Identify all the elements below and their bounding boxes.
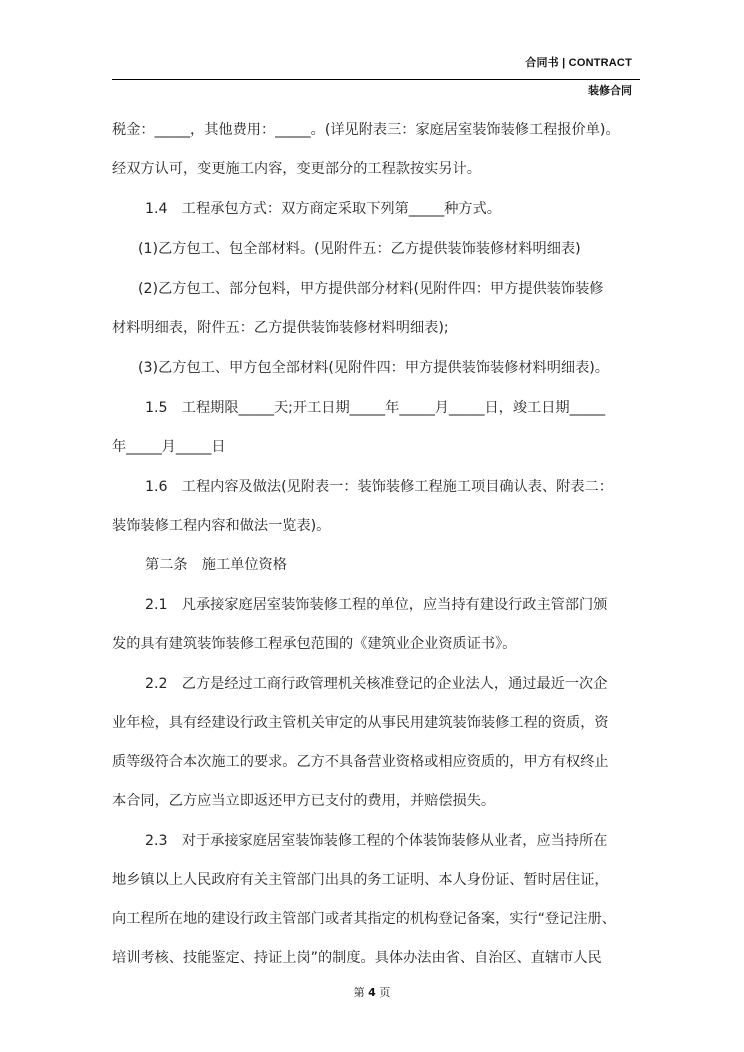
- option-2: (2)乙方包工、部分包料，甲方提供部分材料(见附件四：甲方提供装饰装修: [138, 281, 604, 297]
- page-footer: [0, 984, 744, 1000]
- document-body: [112, 119, 642, 969]
- clause-2-1: 2.1 凡承接家庭居室装饰装修工程的单位，应当持有建设行政主管部门颁: [145, 597, 608, 613]
- page-label-prefix: 第: [353, 986, 365, 999]
- paragraph-line: 业年检，具有经建设行政主管机关审定的从事民用建筑装饰装修工程的资质，资: [112, 715, 609, 731]
- page-number: 4: [368, 986, 376, 999]
- header-divider: [112, 79, 640, 80]
- paragraph-line: 培训考核、技能鉴定、持证上岗”的制度。具体办法由省、自治区、直辖市人民: [112, 950, 602, 966]
- article-2-heading: 第二条 施工单位资格: [145, 557, 287, 573]
- paragraph-line: 向工程所在地的建设行政主管部门或者其指定的机构登记备案，实行“登记注册、: [112, 911, 616, 927]
- header-brand: 合同书 | CONTRACT: [525, 57, 632, 69]
- clause-2-2: 2.2 乙方是经过工商行政管理机关核准登记的企业法人，通过最近一次企: [145, 676, 608, 692]
- clause-1-4: 1.4 工程承包方式：双方商定采取下列第_____种方式。: [145, 201, 501, 217]
- paragraph-line: 材料明细表，附件五：乙方提供装饰装修材料明细表);: [112, 320, 449, 336]
- paragraph-line: 地乡镇以上人民政府有关主管部门出具的务工证明、本人身份证、暂时居住证，: [112, 872, 609, 888]
- paragraph-line: 装饰装修工程内容和做法一览表)。: [112, 518, 331, 534]
- paragraph-line: 发的具有建筑装饰装修工程承包范围的《建筑业企业资质证书》。: [112, 636, 517, 652]
- option-3: (3)乙方包工、甲方包全部材料(见附件四：甲方提供装饰装修材料明细表)。: [138, 360, 609, 376]
- paragraph-line: 税金：_____，其他费用：_____。(详见附表三：家庭居室装饰装修工程报价单)。: [112, 122, 620, 138]
- clause-1-6: 1.6 工程内容及做法(见附表一：装饰装修工程施工项目确认表、附表二：: [145, 479, 613, 495]
- option-1: (1)乙方包工、包全部材料。(见附件五：乙方提供装饰装修材料明细表): [138, 241, 581, 257]
- page-label-suffix: 页: [379, 986, 391, 999]
- paragraph-line: 本合同，乙方应当立即返还甲方已支付的费用，并赔偿损失。: [112, 793, 496, 809]
- header-subtitle: 装修合同: [588, 84, 632, 97]
- clause-1-5: 1.5 工程期限_____天;开工日期_____年_____月_____日，竣工日期_____: [145, 400, 606, 416]
- clause-2-3: 2.3 对于承接家庭居室装饰装修工程的个体装饰装修从业者，应当持所在: [145, 833, 608, 849]
- paragraph-line: 年_____月_____日: [112, 439, 226, 455]
- paragraph-line: 经双方认可，变更施工内容，变更部分的工程款按实另计。: [112, 161, 481, 177]
- paragraph-line: 质等级符合本次施工的要求。乙方不具备营业资格或相应资质的，甲方有权终止: [112, 754, 609, 770]
